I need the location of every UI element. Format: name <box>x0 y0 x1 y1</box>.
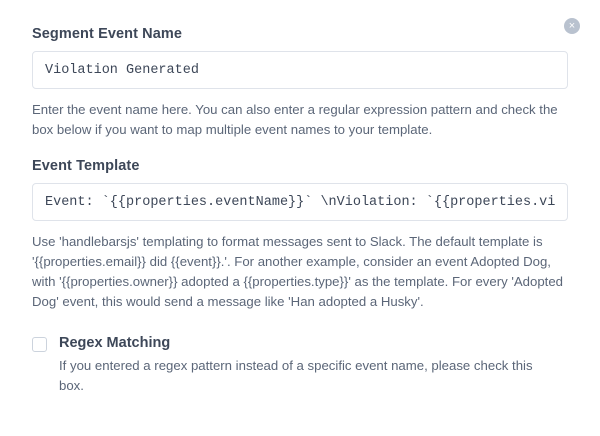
event-template-label: Event Template <box>32 158 140 174</box>
regex-matching-texts <box>59 334 559 396</box>
segment-event-name-help: Enter the event name here. You can also enter a regular expression pattern and check the box below if you want to map multiple event names to your template. <box>32 102 558 137</box>
segment-event-name-label: Segment Event Name <box>32 26 183 42</box>
regex-matching-row <box>32 334 568 396</box>
regex-matching-help: If you entered a regex pattern instead of a specific event name, please check this box. <box>59 358 533 393</box>
section-spacer <box>32 140 568 158</box>
close-icon[interactable]: × <box>564 18 580 34</box>
regex-matching-label: Regex Matching <box>59 335 171 351</box>
event-template-help: Use 'handlebarsjs' templating to format messages sent to Slack. The default template is '{{properties.email}} did {{event}}.'. For another example, consider an event Adopted Dog, with '{{properties.owner}} adopted a {{properties.type}}' as the template. For every 'Adopted Dog' event, this would send a message like 'Han adopted a Husky'. <box>32 234 564 309</box>
regex-matching-checkbox[interactable] <box>32 337 47 352</box>
event-template-input[interactable] <box>32 183 568 221</box>
segment-event-name-input[interactable] <box>32 51 568 89</box>
